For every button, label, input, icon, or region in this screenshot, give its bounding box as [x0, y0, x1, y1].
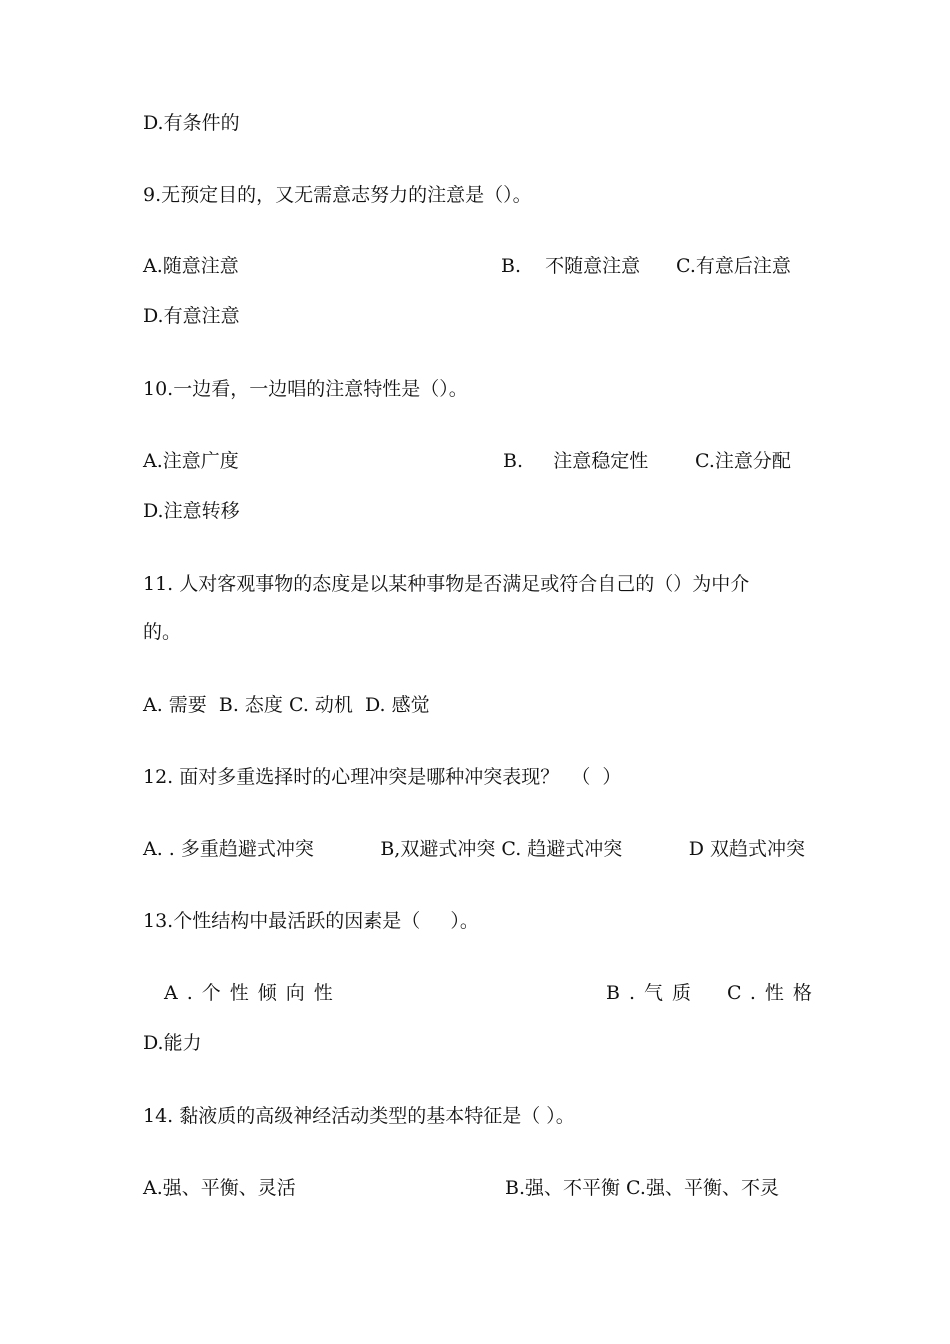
q10-option-d: D.注意转移 [143, 500, 240, 522]
q12-options-row [143, 837, 805, 861]
q12-stem: 12. 面对多重选择时的心理冲突是哪种冲突表现？ （ ） [143, 766, 622, 788]
q11-options: A. 需要 B. 态度 C. 动机 D. 感觉 [143, 694, 430, 716]
q12-option-d: D 双趋式冲突 [688, 838, 805, 860]
q9-option-a: A.随意注意 [143, 255, 239, 277]
q11-stem-line-1: 11. 人对客观事物的态度是以某种事物是否满足或符合自己的（）为中介 [143, 573, 750, 595]
q9-stem: 9.无预定目的，又无需意志努力的注意是（）。 [143, 184, 532, 206]
q13-option-a: A.个性倾向性 [164, 982, 342, 1004]
q13-option-b: B.气质 [606, 982, 701, 1004]
q14-option-a: A.强、平衡、灵活 [143, 1177, 296, 1199]
q10-option-a: A.注意广度 [143, 450, 239, 472]
q14-option-b-c: B.强、不平衡 C.强、平衡、不灵 [505, 1177, 779, 1199]
q12-option-b-c: B,双避式冲突 C. 趋避式冲突 [380, 838, 623, 860]
q9-option-d: D.有意注意 [143, 305, 240, 327]
q13-stem: 13.个性结构中最活跃的因素是（ ）。 [143, 910, 479, 932]
q14-stem: 14. 黏液质的高级神经活动类型的基本特征是（ ）。 [143, 1105, 575, 1127]
q13-option-c: C.性格 [727, 982, 821, 1004]
q8-option-d: D.有条件的 [143, 112, 240, 134]
q10-option-b: B. 注意稳定性 [503, 450, 649, 472]
q13-option-d: D.能力 [143, 1032, 202, 1054]
q10-option-c: C.注意分配 [695, 450, 791, 472]
q11-stem-line-2: 的。 [143, 621, 182, 643]
q9-option-c: C.有意后注意 [676, 255, 791, 277]
q10-stem: 10.一边看，一边唱的注意特性是（）。 [143, 378, 468, 400]
q9-option-b: B. 不随意注意 [501, 255, 641, 277]
q12-option-a: A. . 多重趋避式冲突 [143, 838, 314, 860]
